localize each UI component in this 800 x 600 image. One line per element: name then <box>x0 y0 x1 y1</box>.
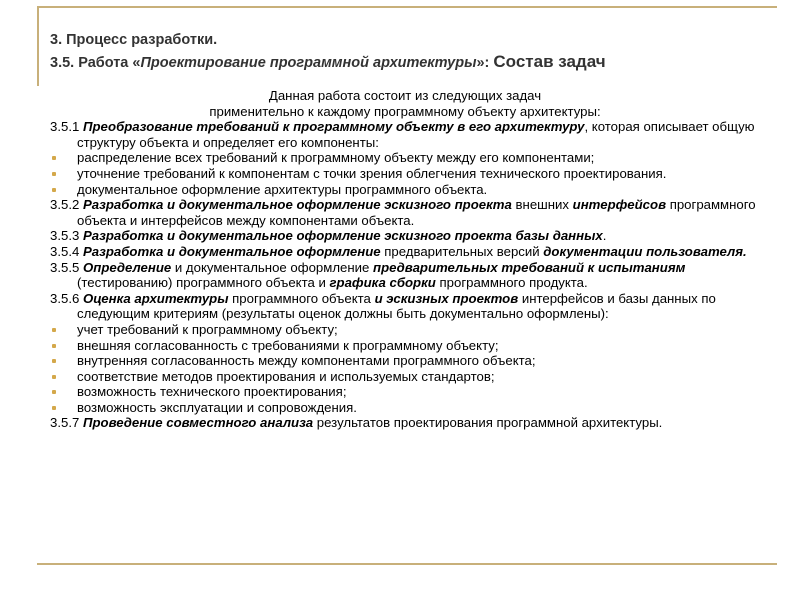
item-text: программного продукта. <box>435 275 588 291</box>
item-bold: предварительных требований к испытаниям <box>373 259 686 275</box>
item-text: предварительных версий <box>380 243 544 259</box>
bullet-text: документальное оформление архитектуры программного объекта. <box>77 181 488 197</box>
item-bold: графика сборки <box>329 275 436 291</box>
item-bold: и эскизных проектов <box>374 290 519 306</box>
item-number: 3.5.4 <box>50 243 83 259</box>
bullet-item <box>50 150 760 166</box>
bullet-icon <box>52 390 56 394</box>
item-text: . <box>602 228 607 244</box>
item-3-5-4 <box>50 244 760 260</box>
item-text: (тестированию) программного объекта и <box>77 275 330 291</box>
bullet-icon <box>52 156 56 160</box>
item-bold: Разработка и документальное оформление эскизного проекта базы данных <box>83 228 603 244</box>
bullet-item <box>50 384 760 400</box>
bullet-icon <box>52 406 56 410</box>
bullet-item <box>50 353 760 369</box>
bullet-text: возможность технического проектирования; <box>77 384 347 400</box>
slide-content <box>50 88 760 431</box>
bullet-icon <box>52 328 56 332</box>
frame-left-line <box>37 6 39 86</box>
bullet-text: возможность эксплуатации и сопровождения. <box>77 399 357 415</box>
item-bold: Разработка и документальное оформление эскизного проекта <box>83 197 512 213</box>
item-bold: документации пользователя. <box>543 243 747 259</box>
item-3-5-3 <box>50 228 760 244</box>
item-3-5-2 <box>50 197 760 228</box>
item-number: 3.5.7 <box>50 415 83 431</box>
item-bold: интерфейсов <box>572 197 667 213</box>
item-3-5-7 <box>50 415 760 431</box>
item-bold: Преобразование требований к программному объекту в его архитектуру <box>83 119 585 135</box>
item-text: внешних <box>511 197 573 213</box>
title-line-2 <box>50 50 780 75</box>
slide-title <box>50 30 780 75</box>
bullet-text: внутренняя согласованность между компонентами программного объекта; <box>77 353 536 369</box>
item-3-5-6 <box>50 291 760 322</box>
item-text: программного объекта <box>228 290 375 306</box>
bullet-text: учет требований к программному объекту; <box>77 321 338 337</box>
bullet-text: распределение всех требований к программному объекту между его компонентами; <box>77 150 595 166</box>
item-number: 3.5.5 <box>50 259 83 275</box>
item-bold: Оценка архитектуры <box>83 290 229 306</box>
bullet-item <box>50 322 760 338</box>
title-prefix: 3.5. Работа « <box>50 55 141 71</box>
bullet-item <box>50 182 760 198</box>
title-line-1: 3. Процесс разработки. <box>50 32 218 48</box>
title-italic: Проектирование программной архитектуры <box>140 55 477 71</box>
bullet-item <box>50 338 760 354</box>
item-text: интерфейсов и базы данных по следующим критериям (результаты оценок должны быть документально оформлены): <box>77 290 716 322</box>
item-number: 3.5.2 <box>50 197 83 213</box>
bullet-icon <box>52 375 56 379</box>
bullet-item <box>50 400 760 416</box>
title-close: »: <box>476 55 494 71</box>
item-bold: Проведение совместного анализа <box>83 415 314 431</box>
item-number: 3.5.3 <box>50 228 83 244</box>
bullet-text: уточнение требований к компонентам с точки зрения облегчения технического проектирования. <box>77 165 667 181</box>
item-number: 3.5.6 <box>50 290 83 306</box>
item-text: результатов проектирования программной архитектуры. <box>313 415 663 431</box>
intro-line-1: Данная работа состоит из следующих задач <box>268 88 542 103</box>
bullet-text: соответствие методов проектирования и используемых стандартов; <box>77 368 495 384</box>
item-text: программного объекта и интерфейсов между компонентами объекта. <box>77 197 756 228</box>
frame-bottom-line <box>37 563 777 565</box>
item-text: и документальное оформление <box>171 259 374 275</box>
title-big: Состав задач <box>493 52 606 71</box>
frame-top-line <box>37 6 777 8</box>
item-3-5-5 <box>50 260 760 291</box>
item-number: 3.5.1 <box>50 119 83 135</box>
item-bold: Определение <box>83 259 172 275</box>
bullet-item <box>50 369 760 385</box>
item-bold: Разработка и документальное оформление <box>83 243 381 259</box>
bullet-text: внешняя согласованность с требованиями к программному объекту; <box>77 337 499 353</box>
bullet-icon <box>52 188 56 192</box>
bullet-icon <box>52 344 56 348</box>
item-text: , которая описывает общую структуру объекта и определяет его компоненты: <box>77 119 755 150</box>
bullet-icon <box>52 172 56 176</box>
intro-line-2: применительно к каждому программному объекту архитектуры: <box>209 103 601 119</box>
item-3-5-1 <box>50 119 760 150</box>
bullet-icon <box>52 359 56 363</box>
bullet-item <box>50 166 760 182</box>
